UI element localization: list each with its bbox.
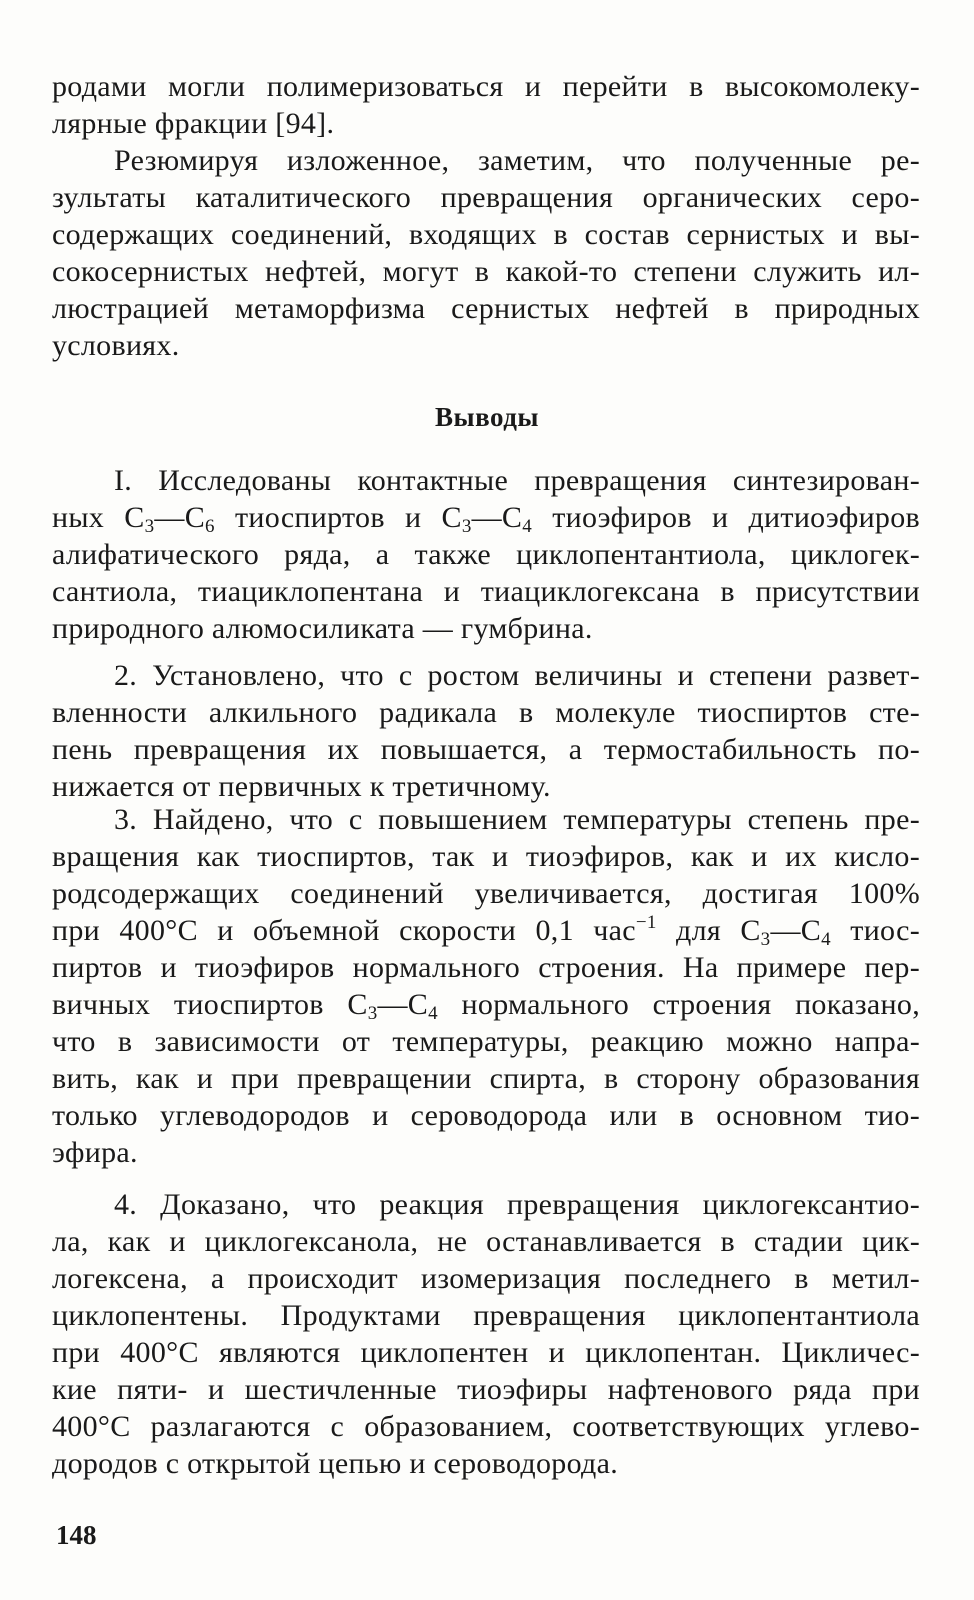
text-line: пиртов и тиоэфиров нормального строения. На примере пер- bbox=[52, 951, 920, 984]
conclusion-2-paragraph bbox=[52, 657, 920, 805]
text-line: 2. Установлено, что с ростом величины и степени развет- bbox=[114, 659, 920, 692]
text-line: 3. Найдено, что с повышением температуры степень пре- bbox=[114, 803, 920, 836]
section-heading: Выводы bbox=[435, 402, 539, 432]
text-line: дородов с открытой цепью и сероводорода. bbox=[52, 1447, 619, 1480]
summary-paragraph bbox=[52, 142, 920, 364]
text-line: сантиола, тиациклопентана и тиациклогексана в присутствии bbox=[52, 575, 920, 608]
text-line: только углеводородов и сероводорода или в основном тио- bbox=[52, 1099, 920, 1132]
text-line: при 400°C и объемной скорости 0,1 час$^{-1}$ для $C_3—C_4$ тиос- bbox=[52, 912, 920, 950]
text-line: природного алюмосиликата — гумбрина. bbox=[52, 612, 593, 645]
text-line: ных $C_3—C_6$ тиоспиртов и $C_3—C_4$ тиоэфиров и дитиоэфиров bbox=[52, 501, 920, 537]
text-line: содержащих соединений, входящих в состав сернистых и вы- bbox=[52, 218, 920, 251]
text-line: сокосернистых нефтей, могут в какой-то степени служить ил- bbox=[52, 255, 920, 288]
text-line: ла, как и циклогексанола, не останавливается в стадии цик- bbox=[52, 1225, 920, 1258]
text-line: циклопентены. Продуктами превращения циклопентантиола bbox=[52, 1299, 920, 1332]
text-line: 400°C разлагаются с образованием, соответствующих углево- bbox=[52, 1410, 920, 1443]
text-line: вить, как и при превращении спирта, в сторону образования bbox=[52, 1062, 920, 1095]
text-line: родсодержащих соединений увеличивается, достигая 100% bbox=[52, 877, 920, 910]
text-line: при 400°C являются циклопентен и циклопентан. Цикличес- bbox=[52, 1336, 920, 1369]
text-line: алифатического ряда, а также циклопентантиола, циклогек- bbox=[52, 538, 920, 571]
text-line: что в зависимости от температуры, реакцию можно напра- bbox=[52, 1025, 920, 1058]
intro-paragraph bbox=[52, 68, 920, 142]
text-line: логексена, а происходит изомеризация последнего в метил- bbox=[52, 1262, 920, 1295]
text-line: пень превращения их повышается, а термостабильность по- bbox=[52, 733, 920, 766]
text-line: вичных тиоспиртов $C_3—C_4$ нормального строения показано, bbox=[52, 988, 920, 1024]
text-line: люстрацией метаморфизма сернистых нефтей в природных bbox=[52, 292, 920, 325]
text-line: нижается от первичных к третичному. bbox=[52, 770, 551, 803]
text-line: кие пяти- и шестичленные тиоэфиры нафтенового ряда при bbox=[52, 1373, 920, 1406]
text-line: эфира. bbox=[52, 1136, 138, 1169]
text-line: вращения как тиоспиртов, так и тиоэфиров, как и их кисло- bbox=[52, 840, 920, 873]
text-line: вленности алкильного радикала в молекуле тиоспиртов сте- bbox=[52, 696, 920, 729]
text-line: I. Исследованы контактные превращения синтезирован- bbox=[114, 464, 920, 497]
page-number: 148 bbox=[56, 1520, 97, 1550]
text-line: Резюмируя изложенное, заметим, что полученные ре- bbox=[114, 144, 920, 177]
conclusion-4-paragraph bbox=[52, 1186, 920, 1482]
conclusion-3-paragraph bbox=[52, 801, 920, 1171]
text-line: родами могли полимеризоваться и перейти в высокомолеку- bbox=[52, 70, 920, 103]
text-line: условиях. bbox=[52, 329, 180, 362]
conclusion-1-paragraph bbox=[52, 462, 920, 647]
text-line: 4. Доказано, что реакция превращения циклогексантио- bbox=[114, 1188, 920, 1221]
text-line: лярные фракции [94]. bbox=[52, 107, 335, 140]
text-line: зультаты каталитического превращения органических серо- bbox=[52, 181, 920, 214]
